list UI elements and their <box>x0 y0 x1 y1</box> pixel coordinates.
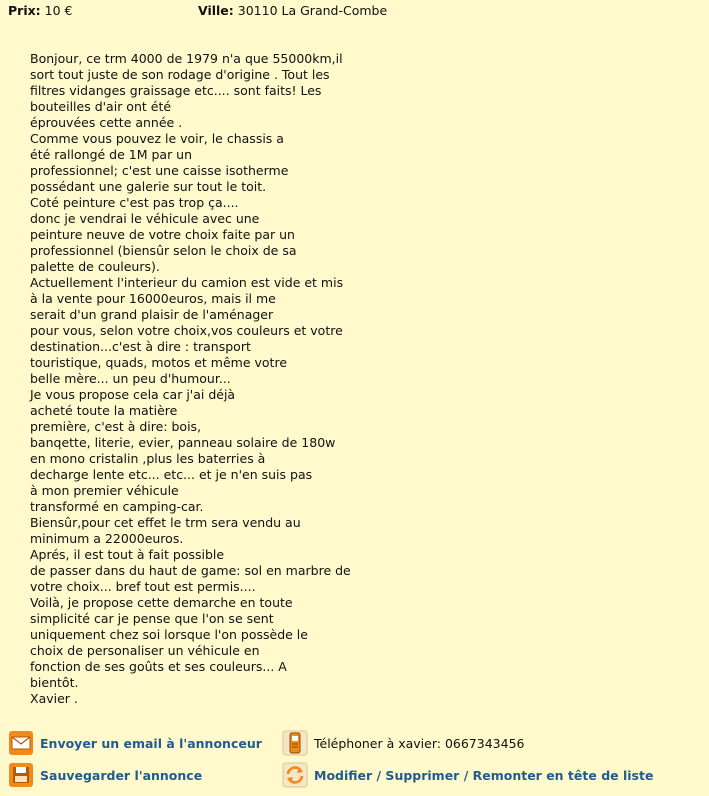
refresh-arrows-icon <box>282 762 308 788</box>
save-action[interactable] <box>8 760 202 790</box>
description-line: première, c'est à dire: bois, <box>30 419 202 434</box>
description-line: minimum a 22000euros. <box>30 531 184 546</box>
description-line: uniquement chez soi lorsque l'on possède le <box>30 627 308 642</box>
city-label: Ville: <box>198 3 234 18</box>
description-line: Biensûr,pour cet effet le trm sera vendu au <box>30 515 301 530</box>
ad-description <box>30 51 360 707</box>
description-line: possédant une galerie sur tout le toit. <box>30 179 267 194</box>
description-line: professionnel (biensûr selon le choix de sa <box>30 243 297 258</box>
description-line: en mono cristalin ,plus les baterries à <box>30 451 266 466</box>
ad-header <box>8 2 709 22</box>
description-line: professionnel; c'est une caisse isotherme <box>30 163 289 178</box>
city-field <box>198 2 387 20</box>
description-line: Voilà, je propose cette demarche en toute <box>30 595 293 610</box>
price-value: 10 € <box>44 3 73 18</box>
description-line: Aprés, il est tout à fait possible <box>30 547 225 562</box>
description-line: à la vente pour 16000euros, mais il me <box>30 291 276 306</box>
description-line: Comme vous pouvez le voir, le chassis a <box>30 131 284 146</box>
city-value: 30110 La Grand-Combe <box>237 3 388 18</box>
description-line: banqette, literie, evier, panneau solaire de 180w <box>30 435 336 450</box>
description-line: filtres vidanges graissage etc.... sont faits! Les <box>30 83 322 98</box>
price-field <box>8 2 73 20</box>
description-line: palette de couleurs). <box>30 259 160 274</box>
description-line: simplicité car je pense que l'on se sent <box>30 611 274 626</box>
description-line: Coté peinture c'est pas trop ça.... <box>30 195 239 210</box>
phone-action <box>282 728 524 758</box>
description-line: transformé en camping-car. <box>30 499 204 514</box>
modify-button[interactable]: Modifier / Supprimer / Remonter en tête de liste <box>314 767 654 783</box>
ad-actions <box>8 728 708 792</box>
email-button[interactable]: Envoyer un email à l'annonceur <box>40 735 262 751</box>
floppy-disk-icon <box>8 762 34 788</box>
description-line: destination...c'est à dire : transport <box>30 339 251 354</box>
description-line: Je vous propose cela car j'ai déjà <box>30 387 236 402</box>
price-label: Prix: <box>8 3 41 18</box>
description-line: serait d'un grand plaisir de l'aménager <box>30 307 274 322</box>
description-line: acheté toute la matière <box>30 403 178 418</box>
modify-action[interactable] <box>282 760 653 790</box>
description-line: été rallongé de 1M par un <box>30 147 193 162</box>
description-line: touristique, quads, motos et même votre <box>30 355 288 370</box>
phone-text: Téléphoner à xavier: 0667343456 <box>314 735 525 751</box>
mobile-phone-icon <box>282 730 308 756</box>
description-line: votre choix... bref tout est permis.... <box>30 579 256 594</box>
description-line: decharge lente etc... etc... et je n'en suis pas <box>30 467 313 482</box>
description-line: peinture neuve de votre choix faite par un <box>30 227 295 242</box>
description-line: Xavier . <box>30 691 78 706</box>
envelope-icon <box>8 730 34 756</box>
description-line: Bonjour, ce trm 4000 de 1979 n'a que 55000km,il <box>30 51 343 66</box>
description-line: de passer dans du haut de game: sol en marbre de <box>30 563 351 578</box>
description-line: choix de personaliser un véhicule en <box>30 643 260 658</box>
description-line: donc je vendrai le véhicule avec une <box>30 211 260 226</box>
description-line: belle mère... un peu d'humour... <box>30 371 231 386</box>
description-line: à mon premier véhicule <box>30 483 179 498</box>
description-line: bientôt. <box>30 675 79 690</box>
description-line: pour vous, selon votre choix,vos couleurs et votre <box>30 323 343 338</box>
save-button[interactable]: Sauvegarder l'annonce <box>40 767 203 783</box>
email-action[interactable] <box>8 728 262 758</box>
description-line: sort tout juste de son rodage d'origine . Tout les <box>30 67 330 82</box>
description-line: fonction de ses goûts et ses couleurs... A <box>30 659 287 674</box>
description-line: bouteilles d'air ont été <box>30 99 172 114</box>
description-line: éprouvées cette année . <box>30 115 183 130</box>
description-line: Actuellement l'interieur du camion est vide et mis <box>30 275 344 290</box>
